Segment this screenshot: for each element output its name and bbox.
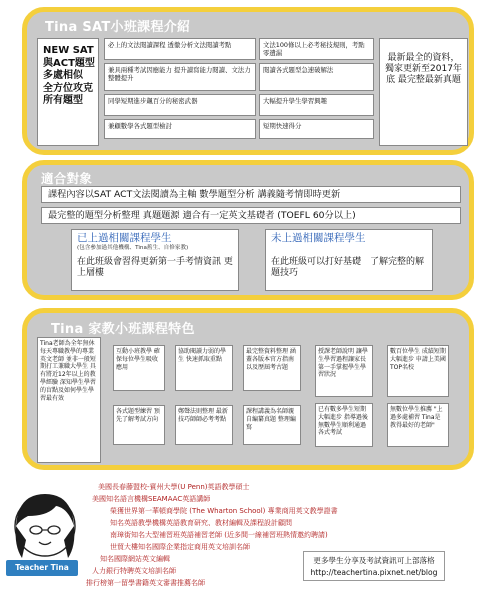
feature-cell: 文法100條以上必考秘技規則，考點零遺漏 (259, 38, 374, 60)
course-content-line: 課程內容以SAT ACT文法閱讀為主軸 數學題型分析 講義隨考情即時更新 (41, 186, 461, 203)
tutoring-features-panel (22, 308, 474, 470)
course-feature-grid (104, 38, 374, 142)
feature-cell: 兼顧數學各式題型檢討 (104, 119, 256, 139)
feature-cell: 授課老師說明 讓學生學習過程讓家長第一手掌握學生學習狀況 (315, 345, 373, 397)
teacher-illustration-icon (4, 486, 86, 566)
returning-students-box (71, 229, 239, 291)
feature-cell: 鄭聲法則整理 最新技巧師師必考考點 (175, 405, 233, 445)
feature-row (104, 119, 374, 139)
box-heading: 未上過相關課程學生 (271, 232, 366, 244)
target-students-panel (22, 160, 474, 300)
credential-line: 美國知名語言機構SEAMAAC英語講師 (92, 495, 211, 503)
teacher-experience-box: Tina老師為全年無休每天專職教學的專業英文老師 並非一般短期打工兼職大學生 具有將近12年以上的教學經驗 深知學生學習的盲點及如何學生學習最有效 (37, 337, 101, 463)
course-requirement-line: 最完整的題型分析整理 真題題源 適合有一定英文基礎者 (TOEFL 60分以上) (41, 207, 461, 224)
box-subnote: (包含參加過其他機構、Tina舊生、自修家教) (77, 245, 189, 251)
feature-cell: 互動小班教學 確保每位學生吸收應用 (113, 345, 165, 391)
blog-prompt-text: 更多學生分享及考試資訊可上部落格 (313, 556, 435, 565)
new-students-box (265, 229, 433, 291)
feature-cell: 最完整資料整理 涵蓋各版本官方指南 以及歷屆考古題 (243, 345, 301, 391)
feature-cell: 已有數多學生短期大幅進步 指導過後無數學生順利通過各式考試 (315, 403, 373, 447)
teacher-name-badge: Teacher Tina (6, 560, 78, 576)
credential-line: 榮獲世界第一華頓商學院 (The Wharton School) 專業商用英文教學證書 (110, 507, 338, 515)
feature-cell: 協助閱讀力弱的學生 快速抓取重點 (175, 345, 233, 391)
section-title: 適合對象 (41, 171, 93, 186)
credential-line: 人力銀行特聘英文培訓名師 (92, 567, 176, 575)
latest-materials-box: 最新最全的資料，獨家更新至2017年底 最完整最新真題 (379, 38, 468, 146)
feature-cell: 各式題型練習 預先了解考試方向 (113, 405, 165, 445)
feature-row (104, 94, 374, 116)
section-title: Tina SAT小班課程介紹 (45, 20, 191, 35)
feature-cell: 短期快速得分 (259, 119, 374, 139)
credential-line: 南璋街知名大型補習班英語補習老師 (近多間一線補習班熱情邀約聘請) (110, 531, 328, 539)
feature-row (104, 38, 374, 60)
feature-row (104, 63, 374, 91)
box-body: 在此班級可以打好基礎 了解完整的解題技巧 (271, 257, 425, 278)
feature-cell: 必上的文法閱讀課程 透徹分析文法閱讀考點 (104, 38, 256, 60)
box-body: 在此班級會習得更新第一手考情資訊 更上層樓 (77, 257, 233, 278)
feature-cell: 數百位學生 成績短期大幅進步 申請上美國TOP名校 (387, 345, 449, 397)
feature-cell: 兼具兩種考試因應能力 提升讀寫能力閱讀、文法力整體提升 (104, 63, 256, 91)
blog-info-box (303, 551, 445, 581)
feature-cell: 無數位學生推薦 "上過多處補習 Tina是教得最好的老師" (387, 403, 449, 447)
credential-line: 世貿大樓知名國際企業指定商用英文培訓名師 (110, 543, 250, 551)
sat-course-intro-panel (22, 7, 474, 155)
sat-act-summary-box: NEW SAT 與ACT題型 多處相似 全方位攻克 所有題型 (37, 38, 99, 146)
blog-link[interactable]: http://teachertina.pixnet.net/blog (310, 568, 438, 577)
box-heading: 已上過相關課程學生 (77, 232, 172, 244)
credential-line: 美國長春藤盟校-賓州大學(U Penn)英語教學碩士 (98, 483, 250, 491)
credential-line: 知名英語教學機構英語教育研究、教材編輯及課程設計顧問 (110, 519, 292, 527)
credential-line: 知名國際網站英文編輯 (100, 555, 170, 563)
section-title: Tina 家教小班課程特色 (51, 322, 195, 337)
feature-cell: 同學短期進步飆百分的秘密武器 (104, 94, 256, 116)
credential-line: 排行榜第一留學書籍英文審書推薦名師 (86, 579, 205, 587)
feature-cell: 閱讀各式題型急速破解法 (259, 63, 374, 91)
feature-cell: 大幅提升學生學習興趣 (259, 94, 374, 116)
feature-cell: 課程講義為名師親自編纂真題 整理編寫 (243, 405, 301, 445)
